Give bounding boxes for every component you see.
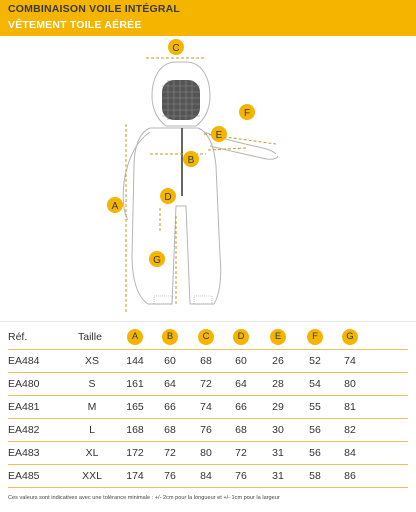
value-cell: 81 xyxy=(344,401,356,413)
badge-b-label: B xyxy=(187,155,195,166)
value-cell: 161 xyxy=(126,378,144,390)
value-cell: 55 xyxy=(309,401,321,413)
size-cell: XL xyxy=(85,447,99,459)
table-row xyxy=(0,373,416,395)
value-cell: 64 xyxy=(164,378,176,390)
value-cell: 144 xyxy=(126,355,144,367)
value-cell: 76 xyxy=(235,470,247,482)
face-mesh xyxy=(162,80,200,120)
value-cell: 72 xyxy=(235,447,247,459)
value-cell: 60 xyxy=(235,355,247,367)
value-cell: 80 xyxy=(200,447,212,459)
col-c-badge: C xyxy=(198,329,214,345)
value-cell: 72 xyxy=(164,447,176,459)
col-g-badge: G xyxy=(342,329,358,345)
value-cell: 84 xyxy=(200,470,212,482)
value-cell: 68 xyxy=(200,355,212,367)
value-cell: 31 xyxy=(272,447,284,459)
value-cell: 174 xyxy=(126,470,144,482)
value-cell: 26 xyxy=(272,355,284,367)
col-b-badge: B xyxy=(162,329,178,345)
col-d-badge: D xyxy=(233,329,249,345)
col-f-badge: F xyxy=(307,329,323,345)
badge-e-label: E xyxy=(215,130,223,141)
table-row xyxy=(0,442,416,464)
value-cell: 60 xyxy=(164,355,176,367)
value-cell: 31 xyxy=(272,470,284,482)
value-cell: 52 xyxy=(309,355,321,367)
value-cell: 86 xyxy=(344,470,356,482)
size-cell: S xyxy=(88,378,96,390)
badge-a-label: A xyxy=(111,201,119,212)
value-cell: 172 xyxy=(126,447,144,459)
divider xyxy=(8,487,408,488)
value-cell: 68 xyxy=(164,424,176,436)
ref-cell: EA483 xyxy=(8,447,40,459)
product-subtitle: VÊTEMENT TOILE AÉRÉE xyxy=(8,19,142,31)
col-a-badge: A xyxy=(127,329,143,345)
table-row xyxy=(0,350,416,372)
value-cell: 80 xyxy=(344,378,356,390)
table-header-row xyxy=(0,326,416,348)
value-cell: 76 xyxy=(200,424,212,436)
suit-illustration xyxy=(0,36,416,320)
size-cell: L xyxy=(89,424,95,436)
value-cell: 72 xyxy=(200,378,212,390)
value-cell: 28 xyxy=(272,378,284,390)
size-table xyxy=(0,321,416,512)
value-cell: 56 xyxy=(309,447,321,459)
value-cell: 56 xyxy=(309,424,321,436)
ref-cell: EA481 xyxy=(8,401,40,413)
ref-cell: EA480 xyxy=(8,378,40,390)
size-cell: XXL xyxy=(82,470,102,482)
suit-diagram xyxy=(0,36,416,320)
badge-f-label: F xyxy=(243,108,251,119)
size-cell: M xyxy=(87,401,97,413)
value-cell: 66 xyxy=(235,401,247,413)
value-cell: 74 xyxy=(344,355,356,367)
value-cell: 74 xyxy=(200,401,212,413)
value-cell: 66 xyxy=(164,401,176,413)
ref-cell: EA482 xyxy=(8,424,40,436)
ref-cell: EA484 xyxy=(8,355,40,367)
table-row xyxy=(0,419,416,441)
value-cell: 76 xyxy=(164,470,176,482)
value-cell: 30 xyxy=(272,424,284,436)
col-e-badge: E xyxy=(270,329,286,345)
value-cell: 58 xyxy=(309,470,321,482)
left-arm-outline xyxy=(123,132,150,220)
badge-c-label: C xyxy=(172,43,180,54)
badge-g-label: G xyxy=(153,255,161,266)
badge-d-label: D xyxy=(164,192,172,203)
value-cell: 168 xyxy=(126,424,144,436)
tolerance-footnote: Ces valeurs sont indicatives avec une tolérance minimale : +/- 2cm pour la longueur et +/- 1cm pour la largeur xyxy=(8,495,280,501)
table-row xyxy=(0,465,416,487)
value-cell: 165 xyxy=(126,401,144,413)
col-size-header: Taille xyxy=(78,331,102,343)
header-banner xyxy=(0,0,416,36)
ref-cell: EA485 xyxy=(8,470,40,482)
value-cell: 54 xyxy=(309,378,321,390)
size-cell: XS xyxy=(84,355,99,367)
value-cell: 68 xyxy=(235,424,247,436)
table-row xyxy=(0,396,416,418)
value-cell: 29 xyxy=(272,401,284,413)
value-cell: 82 xyxy=(344,424,356,436)
value-cell: 64 xyxy=(235,378,247,390)
col-ref-header: Réf. xyxy=(8,331,28,343)
product-title: COMBINAISON VOILE INTÉGRAL xyxy=(8,3,181,15)
value-cell: 84 xyxy=(344,447,356,459)
